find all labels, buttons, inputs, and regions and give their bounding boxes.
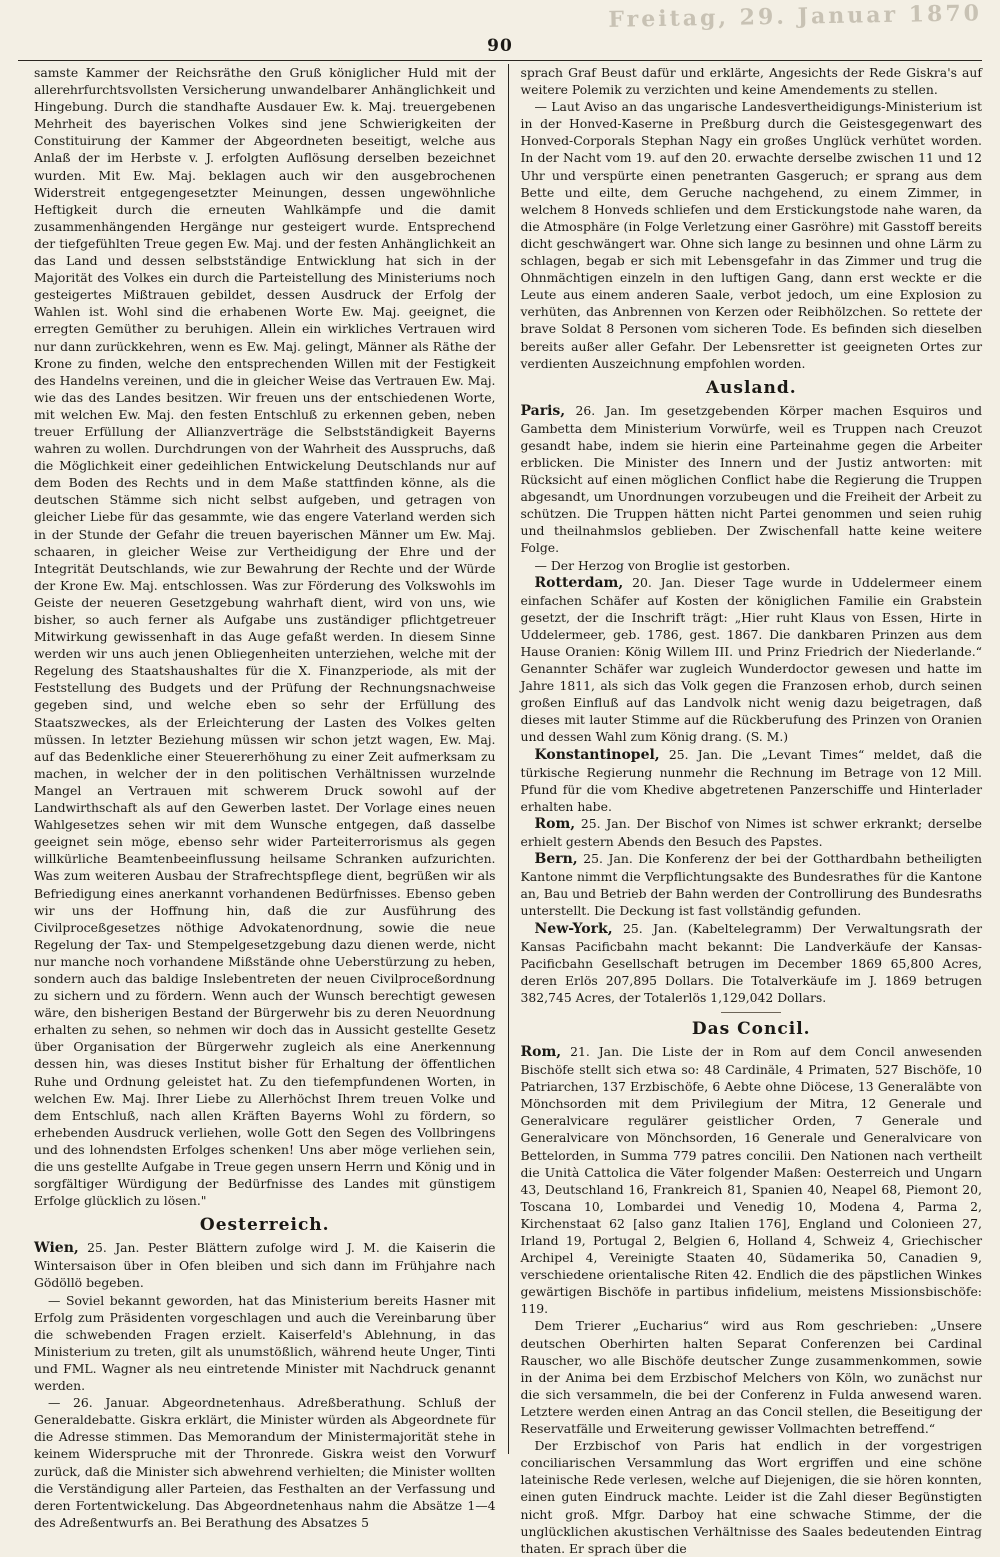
dateline: New-York, bbox=[534, 920, 613, 937]
concil-articles bbox=[521, 1043, 983, 1557]
article-item bbox=[521, 574, 983, 746]
article-text: 20. Jan. Dieser Tage wurde in Uddelermeer einem einfachen Schäfer auf Kosten der königlichen Familie ein Grabstein gesetzt, der die Inschrift trägt: „Hier ruht Klaus von Essen, Hirte in Uddelermeer, geb. 1786, gest. 1867. Die dankbaren Prinzen aus dem Hause Oranien: König Willem III. und Prinz Friedrich der Niederlande.“ Genannter Schäfer war zugleich Wunderdoctor gewesen und hatte im Jahre 1811, als sich das Volk gegen die Franzosen erhob, durch seinen großen Einfluß auf das Landvolk nicht wenig dazu beigetragen, daß dieses mit lauter Stimme auf die Rückberufung des Prinzen von Oranien und dessen Wahl zum König drang. (S. M.) bbox=[520, 574, 982, 745]
article-text: 25. Jan. Die Konferenz der bei der Gotthardbahn betheiligten Kantone nimmt die Verpflichtungsakte des Bundesrathes für die Kantone an, Bau und Betrieb der Bahn werden der Controllirung des Bundesraths unterstellt. Die Deckung ist fast vollständig gefunden. bbox=[520, 851, 982, 919]
oesterreich-articles bbox=[34, 1239, 496, 1531]
right-column bbox=[520, 64, 983, 1556]
dateline: Wien, bbox=[34, 1240, 79, 1257]
column-divider bbox=[508, 64, 509, 1454]
article-item bbox=[521, 557, 983, 574]
header-rule bbox=[18, 60, 982, 61]
article-item bbox=[521, 1437, 983, 1557]
article-text: 25. Jan. (Kabeltelegramm) Der Verwaltungsrath der Kansas Pacificbahn macht bekannt: Die Landverkäufe der Kansas-Pacificbahn Gesellschaft betrugen im December 1869 65,800 Acres, deren Erlös 207,895 Dollars. Die Totalverkäufe im J. 1869 betrugen 382,745 Acres, der Totalerlös 1,129,042 Dollars. bbox=[520, 920, 982, 1005]
section-title-ausland: Ausland. bbox=[705, 377, 797, 398]
article-item bbox=[521, 1317, 983, 1437]
article-text: — 26. Januar. Abgeordnetenhaus. Adreßberathung. Schluß der Generaldebatte. Giskra erklärt, die Minister würden als Abgeordnete für die Adresse stimmen. Das Memorandum der Ministermajorität stehe in keinem Widerspruche mit der Thronrede. Giskra weist den Vorwurf zurück, daß die Minister sich abwehrend verhielten; die Minister wollten die Verständigung aller Parteien, das Festhalten an der Verfassung und deren Fortentwickelung. Das Abgeordnetenhaus nahm die Absätze 1—4 des Adreßentwurfs an. Bei Berathung des Absatzes 5 bbox=[34, 1395, 496, 1530]
article-item bbox=[521, 746, 983, 815]
page-number: 90 bbox=[487, 36, 513, 56]
dateline: Konstantinopel, bbox=[534, 746, 660, 763]
address-paragraph: samste Kammer der Reichsräthe den Gruß königlicher Huld mit der allerehrfurchtsvollsten Versicherung unwandelbarer Anhänglichkeit und Hingebung. Durch die standhafte Ausdauer Ew. k. Maj. treuergebenen Mehrheit des bayerischen Volkes sind jene Schwierigkeiten der Constituirung der Kammer der Abgeordneten beseitigt, welche aus Anlaß der im Herbste v. J. erfolgten Auflösung derselben bezeichnet wurden. Mit Ew. Maj. beklagen auch wir den ausgebrochenen Widerstreit entgegengesetzter Meinungen, dessen ungewöhnliche Heftigkeit durch die erneuten Wahlkämpfe und die damit zusammenhängenden Hergänge nur gesteigert wurde. Entsprechend der tiefgefühlten Treue gegen Ew. Maj. und der festen Anhänglichkeit an das Land und dessen selbstständige Entwicklung hat sich in der Majorität des Volkes ein durch die Parteistellung des Ministeriums noch gesteigertes Mißtrauen gebildet, dessen Ausdruck der Erfolg der Wahlen ist. Wohl sind die erhabenen Worte Ew. Maj. geeignet, die erregten Gemüther zu beruhigen. Allein ein wirkliches Vertrauen wird nur dann zurückkehren, wenn es Ew. Maj. gelingt, Männer als Räthe der Krone zu finden, welche den entsprechenden Willen mit der Festigkeit des Handelns vereinen, und die in gleicher Weise das Vertrauen Ew. Maj. wie das des Landes besitzen. Wir freuen uns der entschiedenen Worte, mit welchen Ew. Maj. den festen Entschluß zu erkennen geben, neben treuer Erfüllung der Allianzverträge die Selbstständigkeit Bayerns wahren zu wollen. Durchdrungen von der Wahrheit des Ausspruchs, daß die Möglichkeit einer gedeihlichen Entwickelung Deutschlands nur auf dem Boden des Rechts und in dem Maße stattfinden könne, als die deutschen Stämme sich nicht selbst aufgeben, und getragen von gleicher Liebe für das gesammte, wie das engere Vaterland werden sich in der Stunde der Gefahr die treuen bayerischen Männer um Ew. Maj. schaaren, in gleicher Weise zur Vertheidigung der Ehre und der Integrität Deutschlands, wie zur Bewahrung der Rechte und der Würde der Krone Ew. Maj. entschlossen. Was zur Förderung des Volkswohls im Geiste der neueren Gesetzgebung wahrhaft dient, wird von uns, wie bisher, so auch ferner als Aufgabe uns zuständiger pflichtgetreuer Mitwirkung gewissenhaft in das Auge gefaßt werden. In diesem Sinne werden wir uns auch jenen Obliegenheiten unterziehen, welche mit der Regelung des Staatshaushaltes für die X. Finanzperiode, als mit der Feststellung des Budgets und der Prüfung der Rechnungsnachweise gegeben sind, und welche eben so sehr der Erfüllung des Staatszweckes, als der Erleichterung der Lasten des Volkes gelten müssen. In letzter Beziehung müssen wir schon jetzt wagen, Ew. Maj. auf das Bedenkliche einer Steuererhöhung zu einer Zeit aufmerksam zu machen, in welcher der in den politischen Verhältnissen wurzelnde Mangel an Vertrauen mit schwerem Druck sowohl auf der Landwirthschaft als auf den Gewerben lastet. Der Vorlage eines neuen Wahlgesetzes sehen wir mit dem Wunsche entgegen, daß dasselbe geeignet sein möge, ebenso sehr wider Parteiterrorismus als gegen willkürliche Beamtenbeeinflussung heilsame Schranken aufzurichten. Was zum weiteren Ausbau der Strafrechtspflege dient, begrüßen wir als Befriedigung eines anerkannt vorhandenen Bedürfnisses. Ebenso geben wir uns der Hoffnung hin, daß die zur Ausführung des Civilproceßgesetzes nöthige Advokatenordnung, sowie die neue Regelung der Tax- und Stempelgesetzgebung dazu dienen werde, nicht nur manche noch vorhandene Mißstände ohne Ueberstürzung zu heben, sondern auch das baldige Inslebentreten der neuen Civilproceßordnung zu sichern und zu fördern. Wenn auch der Wunsch berechtigt gewesen wäre, den bisherigen Bestand der Bürgerwehr bis zu deren Neuordnung erhalten zu sehen, so nehmen wir doch das in Aussicht gestellte Gesetz über Organisation der Bürgerwehr zugleich als eine Anerkennung dessen hin, was dieses Institut bisher für Erhaltung der öffentlichen Ruhe und Ordnung geleistet hat. Zu den tiefempfundenen Worten, in welchen Ew. Maj. Ihrer Liebe zu Allerhöchst Ihrem treuen Volke und dem Entschluß, nach allen Kräften Bayerns Wohl zu fördern, so erhebenden Ausdruck verliehen, wolle Gott den Segen des Vollbringens und des lohnendsten Erfolges schenken! Uns aber möge verliehen sein, die uns gestellte Aufgabe in Treue gegen unsern Herrn und König und in sorgfältiger Würdigung der Bedürfnisse des Landes mit günstigem Erfolge glücklich zu lösen." bbox=[34, 65, 496, 1209]
article-text: 25. Jan. Die „Levant Times“ meldet, daß die türkische Regierung nunmehr die Rechnung im Betrage von 12 Mill. Pfund für die vom Khedive abgetretenen Panzerschiffe und Hinterlader erhalten habe. bbox=[520, 746, 982, 814]
article-item bbox=[521, 1043, 983, 1318]
section-divider bbox=[721, 1012, 781, 1013]
two-column-body bbox=[34, 64, 982, 1556]
article-paragraph: sprach Graf Beust dafür und erklärte, Angesichts der Rede Giskra's auf weitere Polemik zu verzichten und keine Amendements zu stellen. bbox=[520, 65, 982, 98]
dateline: Rotterdam, bbox=[534, 574, 624, 591]
article-text: 25. Jan. Der Bischof von Nimes ist schwer erkrankt; derselbe erhielt gestern Abends den Besuch des Papstes. bbox=[520, 815, 982, 850]
bleed-through-text: Freitag, 29. Januar 1870 bbox=[608, 0, 983, 33]
article-text: 21. Jan. Die Liste der in Rom auf dem Concil anwesenden Bischöfe stellt sich etwa so: 48 Cardinäle, 4 Primaten, 527 Bischöfe, 10 Patriarchen, 137 Erzbischöfe, 6 Aebte ohne Diöcese, 13 Generaläbte von Mönchsorden mit dem Privilegium der Mitra, 12 Generale und Generalvicare regulärer geistlicher Orden, 7 Generale und Generalvicare von Mönchsorden, 16 Generale und Generalvicare von Bettelorden, in Summa 779 patres concilii. Den Nationen nach vertheilt die Unità Cattolica die Väter folgender Maßen: Oesterreich und Ungarn 43, Deutschland 16, Frankreich 81, Spanien 40, Neapel 68, Piemont 20, Toscana 10, Lombardei und Venedig 10, Modena 4, Parma 2, Kirchenstaat 62 [also ganz Italien 176], England und Colonieen 27, Irland 19, Portugal 2, Belgien 6, Holland 4, Schweiz 4, Griechischer Archipel 4, Vereinigte Staaten 40, Südamerika 50, Canadien 9, verschiedene orientalische Riten 42. Endlich die des päpstlichen Winkes gewärtigen Bischöfe in partibus infidelium, meistens Missionsbischöfe: 119. bbox=[520, 1043, 982, 1317]
dateline: Paris, bbox=[520, 402, 566, 419]
article-item bbox=[34, 1239, 496, 1291]
article-item bbox=[521, 402, 983, 557]
dateline: Rom, bbox=[520, 1043, 562, 1060]
article-text: 25. Jan. Pester Blättern zufolge wird J. M. die Kaiserin die Wintersaison über in Ofen bleiben und sich dann im Frühjahre nach Gödöllö begeben. bbox=[34, 1240, 496, 1291]
dateline: Rom, bbox=[534, 815, 576, 832]
article-text: — Der Herzog von Broglie ist gestorben. bbox=[534, 557, 791, 573]
article-item bbox=[34, 1394, 496, 1531]
left-column bbox=[34, 64, 496, 1530]
article-text: 26. Jan. Im gesetzgebenden Körper machen Esquiros und Gambetta dem Ministerium Vorwürfe, weil es Truppen nach Creuzot gesandt habe, indem sie hierin eine Parteinahme gegen die Arbeiter erblicken. Die Minister des Innern und der Justiz antworten: mit Rücksicht auf einen möglichen Conflict habe die Regierung die Truppen abgesandt, um Unordnungen vorzubeugen und die Freiheit der Arbeit zu schützen. Die Truppen hätten nicht Partei genommen und seien ruhig und theilnahmslos geblieben. Der Zwischenfall hatte keine weitere Folge. bbox=[520, 402, 982, 556]
page-header bbox=[0, 0, 1000, 62]
article-item bbox=[521, 850, 983, 919]
section-title-oesterreich: Oesterreich. bbox=[199, 1215, 330, 1236]
article-item bbox=[34, 1292, 496, 1395]
article-text: Der Erzbischof von Paris hat endlich in der vorgestrigen conciliarischen Versammlung das Wort ergriffen und eine schöne lateinische Rede verlesen, welche auf Diejenigen, die sie hören konnten, einen guten Eindruck machte. Leider ist die Zahl dieser Begünstigten nicht groß. Mfgr. Darboy hat eine schwache Stimme, der die unglücklichen akustischen Verhältnisse des Saales bedeutenden Eintrag thaten. Er sprach über die bbox=[520, 1438, 982, 1556]
ausland-articles bbox=[521, 402, 983, 1006]
article-paragraph: — Laut Aviso an das ungarische Landesvertheidigungs-Ministerium ist in der Honved-Kaserne in Preßburg durch die Geistesgegenwart des Honved-Corporals Stephan Nagy ein großes Unglück verhütet worden. In der Nacht vom 19. auf den 20. erwachte derselbe zwischen 11 und 12 Uhr und verspürte einen penetranten Gasgeruch; er sprang aus dem Bette und eilte, dem Geruche nachgehend, zu einem Zimmer, in welchem 8 Honveds schliefen und dem Erstickungstode nahe waren, da die Atmosphäre (in Folge Verletzung einer Gasröhre) mit Gasstoff bereits dicht geschwängert war. Ohne sich lange zu besinnen und ohne Lärm zu schlagen, begab er sich mit Lebensgefahr in das Zimmer und trug die Ohnmächtigen einzeln in den luftigen Gang, dann erst weckte er die Leute aus einem anderen Saale, verbot jedoch, um eine Explosion zu verhüten, das Anbrennen von Kerzen oder Reibhölzchen. So rettete der brave Soldat 8 Personen vom sicheren Tode. Es befinden sich dieselben bereits außer aller Gefahr. Der Lebensretter ist geeigneten Ortes zur verdienten Auszeichnung empfohlen worden. bbox=[520, 99, 982, 371]
section-title-concil: Das Concil. bbox=[691, 1018, 811, 1039]
article-text: — Soviel bekannt geworden, hat das Ministerium bereits Hasner mit Erfolg zum Präsidenten vorgeschlagen und auch die Vereinbarung über die schwebenden Fragen erzielt. Kaiserfeld's Ablehnung, in das Ministerium zu treten, gilt als unumstößlich, während heute Unger, Tinti und FML. Wagner als neu eintretende Minister mit Nachdruck genannt werden. bbox=[34, 1292, 496, 1394]
article-item bbox=[521, 920, 983, 1006]
dateline: Bern, bbox=[534, 851, 578, 868]
article-item bbox=[521, 815, 983, 850]
article-text: Dem Trierer „Eucharius“ wird aus Rom geschrieben: „Unsere deutschen Oberhirten halten Separat Conferenzen bei Cardinal Rauscher, wo alle Bischöfe deutscher Zunge zusammenkommen, sowie in der Anima bei dem Erzbischof Melchers von Köln, wo zunächst nur die sich versammeln, die bei der Conferenz in Fulda anwesend waren. Letztere werden einen Antrag an das Concil stellen, die Beseitigung der Reservatfälle und Erweiterung gewisser Vollmachten betreffend.“ bbox=[520, 1318, 982, 1437]
